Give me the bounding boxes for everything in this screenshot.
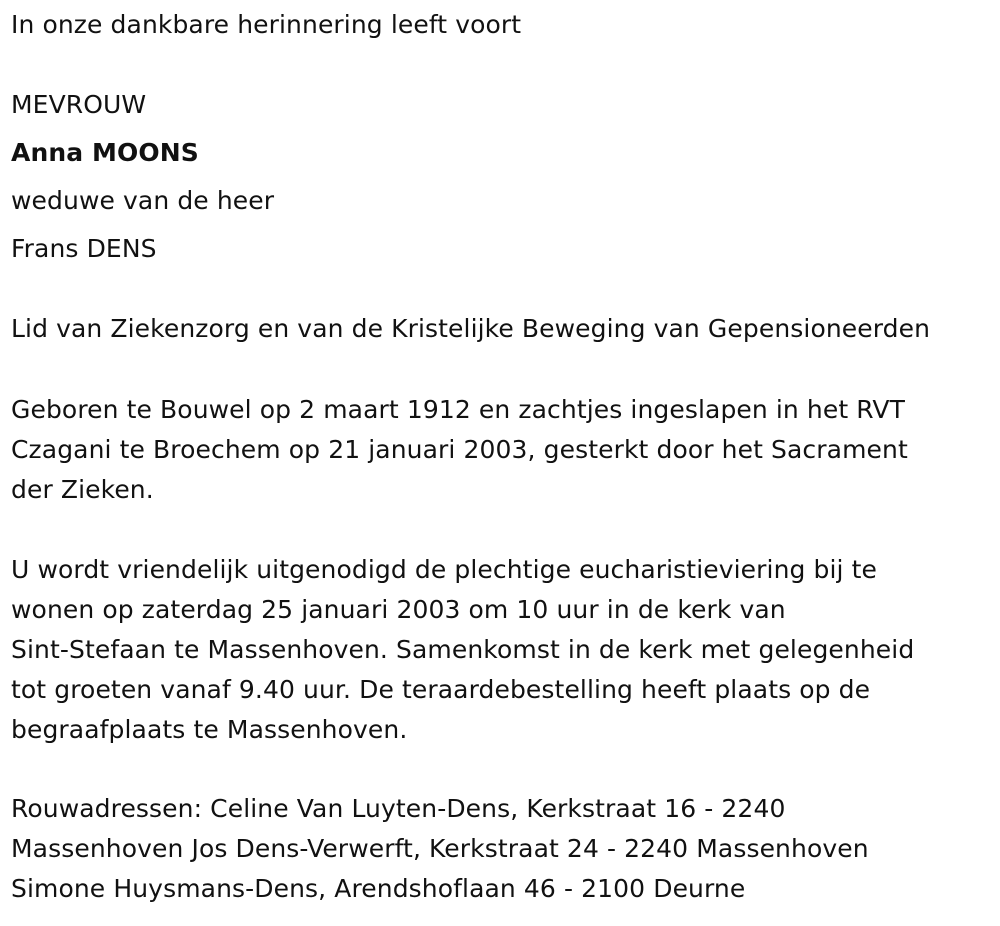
paragraph-line: Simone Huysmans-Dens, Arendshoflaan 46 - 2100 Deurne (11, 874, 746, 903)
intro-line: In onze dankbare herinnering leeft voort (11, 10, 522, 39)
relation-line: weduwe van de heer (11, 186, 275, 215)
spouse-name: Frans DENS (11, 234, 157, 263)
title-line: MEVROUW (11, 90, 147, 119)
paragraph-line: tot groeten vanaf 9.40 uur. De teraardebestelling heeft plaats op de (11, 675, 871, 704)
paragraph-line: Sint-Stefaan te Massenhoven. Samenkomst in de kerk met gelegenheid (11, 635, 915, 664)
deceased-name: Anna MOONS (11, 138, 199, 167)
paragraph-line: der Zieken. (11, 475, 154, 504)
paragraph-line: U wordt vriendelijk uitgenodigd de plechtige eucharistieviering bij te (11, 555, 878, 584)
ceremony-paragraph (11, 550, 914, 750)
paragraph-line: Massenhoven Jos Dens-Verwerft, Kerkstraat 24 - 2240 Massenhoven (11, 834, 869, 863)
birth-death-paragraph (11, 390, 908, 510)
addresses-paragraph (11, 789, 869, 909)
paragraph-line: Geboren te Bouwel op 2 maart 1912 en zachtjes ingeslapen in het RVT (11, 395, 905, 424)
membership-line: Lid van Ziekenzorg en van de Kristelijke Beweging van Gepensioneerden (11, 314, 931, 343)
paragraph-line: wonen op zaterdag 25 januari 2003 om 10 uur in de kerk van (11, 595, 786, 624)
paragraph-line: begraafplaats te Massenhoven. (11, 715, 408, 744)
paragraph-line: Rouwadressen: Celine Van Luyten-Dens, Kerkstraat 16 - 2240 (11, 794, 786, 823)
paragraph-line: Czagani te Broechem op 21 januari 2003, gesterkt door het Sacrament (11, 435, 908, 464)
